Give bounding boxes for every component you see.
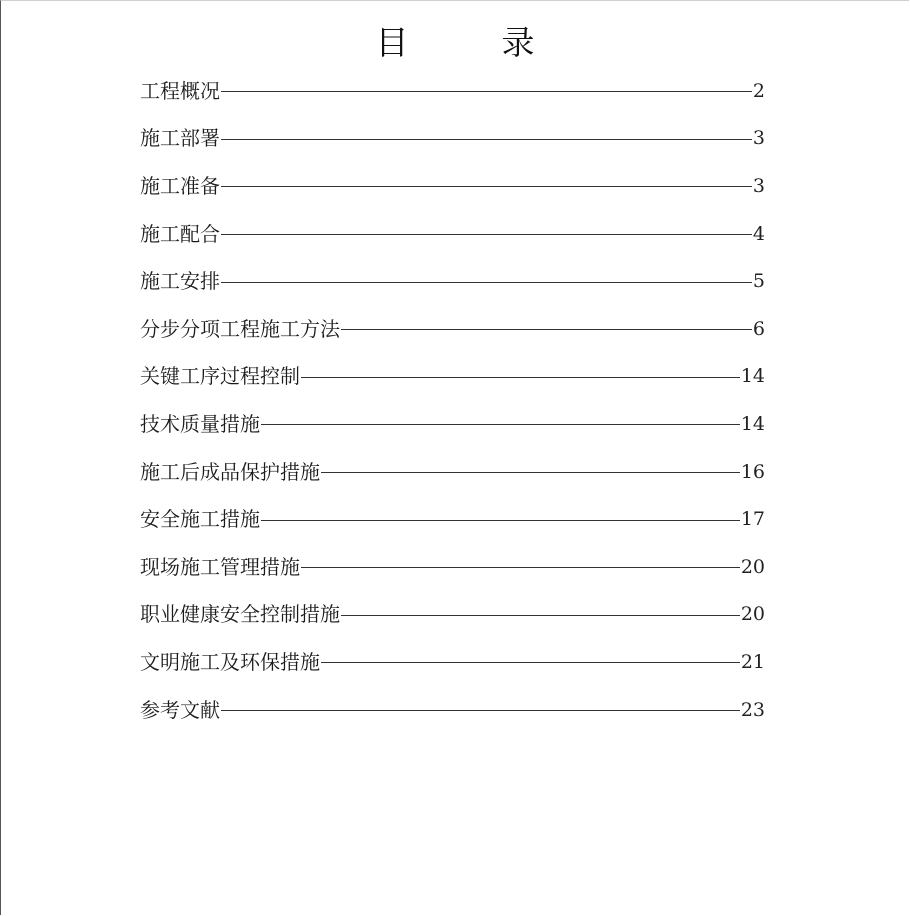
- toc-leader-line: [221, 282, 752, 283]
- toc-leader-line: [321, 662, 740, 663]
- toc-entry-quality-measures[interactable]: [140, 400, 765, 448]
- toc-entry-civilized-environmental[interactable]: [140, 638, 765, 686]
- toc-leader-line: [261, 424, 740, 425]
- toc-entry-page: 17: [740, 508, 765, 531]
- toc-entry-page: 5: [752, 270, 765, 293]
- toc-entry-label: 施工部署: [140, 126, 220, 151]
- toc-entry-label: 职业健康安全控制措施: [140, 602, 340, 627]
- toc-leader-line: [221, 710, 740, 711]
- toc-entry-page: 4: [752, 222, 765, 245]
- toc-entry-label: 现场施工管理措施: [140, 554, 300, 579]
- toc-title: 目 录: [375, 23, 565, 62]
- toc-leader-line: [321, 472, 740, 473]
- toc-entry-overview[interactable]: [140, 67, 765, 115]
- toc-entry-safety-measures[interactable]: [140, 495, 765, 543]
- toc-entry-page: 14: [740, 365, 765, 388]
- toc-entry-label: 关键工序过程控制: [140, 364, 300, 389]
- toc-entry-page: 14: [740, 412, 765, 435]
- toc-entry-references[interactable]: [140, 686, 765, 734]
- toc-entry-health-safety[interactable]: [140, 591, 765, 639]
- toc-entry-label: 施工准备: [140, 173, 220, 198]
- toc-entry-methods[interactable]: [140, 305, 765, 353]
- toc-entry-product-protection[interactable]: [140, 448, 765, 496]
- toc-entry-page: 6: [752, 317, 765, 340]
- toc-entry-page: 21: [740, 650, 765, 673]
- toc-leader-line: [221, 234, 752, 235]
- toc-entry-key-process-control[interactable]: [140, 353, 765, 401]
- toc-entry-label: 工程概况: [140, 78, 220, 103]
- toc-entry-deployment[interactable]: [140, 115, 765, 163]
- toc-entry-page: 3: [752, 127, 765, 150]
- toc-entry-page: 16: [740, 460, 765, 483]
- toc-leader-line: [301, 377, 740, 378]
- table-of-contents: [140, 67, 765, 733]
- toc-entry-page: 23: [740, 698, 765, 721]
- toc-entry-label: 施工配合: [140, 221, 220, 246]
- toc-entry-arrangement[interactable]: [140, 257, 765, 305]
- toc-entry-label: 安全施工措施: [140, 507, 260, 532]
- toc-leader-line: [221, 186, 752, 187]
- toc-leader-line: [261, 520, 740, 521]
- toc-entry-page: 3: [752, 174, 765, 197]
- toc-entry-label: 文明施工及环保措施: [140, 649, 320, 674]
- toc-leader-line: [341, 615, 740, 616]
- toc-entry-site-management[interactable]: [140, 543, 765, 591]
- toc-entry-label: 参考文献: [140, 697, 220, 722]
- toc-entry-label: 分步分项工程施工方法: [140, 316, 340, 341]
- toc-entry-preparation[interactable]: [140, 162, 765, 210]
- toc-entry-coordination[interactable]: [140, 210, 765, 258]
- toc-entry-label: 施工安排: [140, 269, 220, 294]
- toc-entry-label: 技术质量措施: [140, 411, 260, 436]
- toc-leader-line: [221, 91, 752, 92]
- toc-entry-page: 20: [740, 555, 765, 578]
- toc-entry-page: 2: [752, 79, 765, 102]
- toc-leader-line: [341, 329, 752, 330]
- toc-entry-page: 20: [740, 603, 765, 626]
- toc-leader-line: [221, 139, 752, 140]
- toc-entry-label: 施工后成品保护措施: [140, 459, 320, 484]
- toc-leader-line: [301, 567, 740, 568]
